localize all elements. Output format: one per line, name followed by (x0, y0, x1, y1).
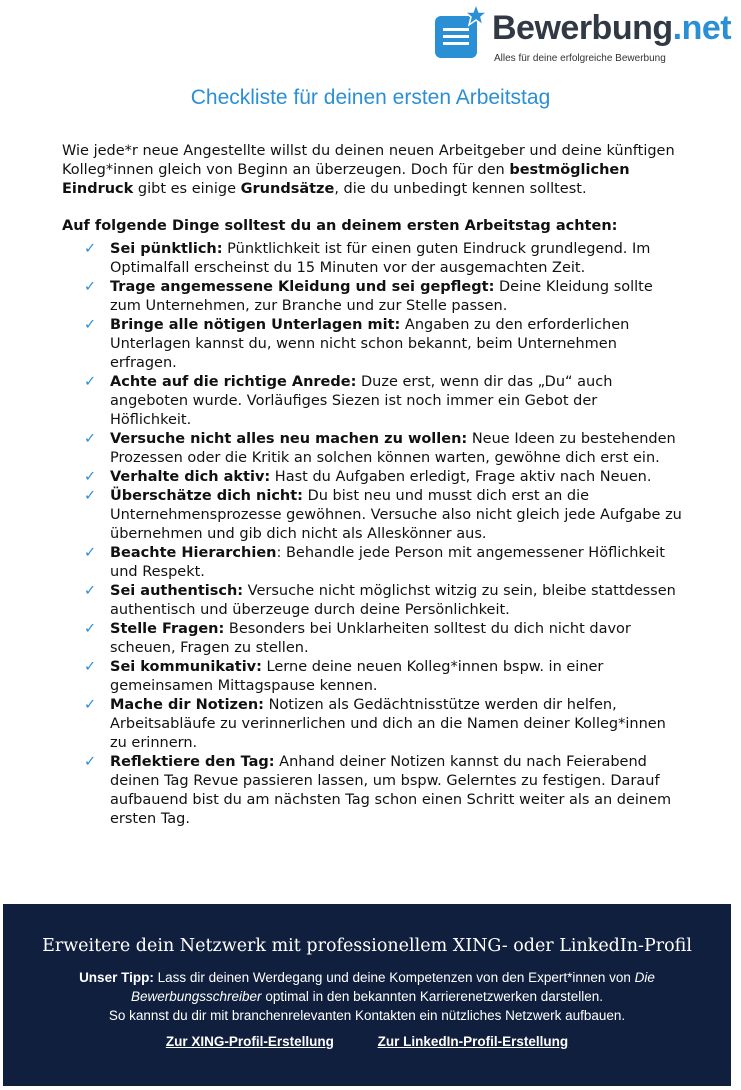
checklist (62, 240, 682, 829)
checklist-item-text: : Behandle jede Person mit angemessener Höflichkeit und Respekt. (110, 545, 665, 580)
checklist-item (84, 658, 682, 696)
intro-text-1: Wie jede*r neue Angestellte willst du deinen neuen Arbeitgeber und deine künftigen Kolleg*innen gleich von Beginn an überzeugen. Doch für den (62, 143, 675, 178)
main-content (62, 142, 682, 829)
checklist-item (84, 487, 682, 544)
checklist-item-title: Trage angemessene Kleidung und sei gepflegt: (110, 279, 495, 295)
check-icon: ✓ (84, 697, 97, 713)
checklist-item (84, 373, 682, 430)
checklist-item (84, 696, 682, 753)
checklist-item-text: Notizen als Gedächtnisstütze werden dir helfen, Arbeitsabläufe zu verinnerlichen und dich an die Namen deiner Kolleg*innen zu erinnern. (110, 697, 666, 751)
checklist-item-text: Du bist neu und musst dich erst an die Unternehmensprozesse gewöhnen. Versuche also nicht gleich jede Aufgabe zu übernehmen und gib dich nicht als Alleskönner aus. (110, 488, 682, 542)
banner-text (13, 968, 721, 1025)
checklist-item-title: Achte auf die richtige Anrede: (110, 374, 357, 390)
checklist-item-text: Anhand deiner Notizen kannst du nach Feierabend deinen Tag Revue passieren lassen, um bspw. Gelerntes zu festigen. Darauf aufbauend bist du am nächsten Tag schon einen Schritt weiter als an deinem ersten Tag. (110, 754, 672, 827)
check-icon: ✓ (84, 241, 97, 257)
check-icon: ✓ (84, 545, 97, 561)
checklist-item-title: Mache dir Notizen: (110, 697, 264, 713)
checklist-item-title: Sei kommunikativ: (110, 659, 262, 675)
intro-text-2: gibt es einige (133, 181, 241, 197)
check-icon: ✓ (84, 317, 97, 333)
checklist-item-text: Versuche nicht möglichst witzig zu sein, bleibe stattdessen authentisch und überzeuge durch deine Persönlichkeit. (110, 583, 676, 618)
checklist-item (84, 430, 682, 468)
checklist-item-text: Duze erst, wenn dir das „Du“ auch angeboten wurde. Vorläufiges Siezen ist noch immer ein Gebot der Höflichkeit. (110, 374, 613, 428)
banner-title: Erweitere dein Netzwerk mit professionellem XING- oder LinkedIn-Profil (42, 936, 692, 956)
checklist-item (84, 753, 682, 829)
page-title: Checkliste für deinen ersten Arbeitstag (190, 86, 551, 109)
brand-tagline: Alles für deine erfolgreiche Bewerbung (494, 53, 666, 64)
banner-links (3, 1034, 731, 1049)
checklist-item-title: Reflektiere den Tag: (110, 754, 275, 770)
check-icon: ✓ (84, 431, 97, 447)
checklist-heading: Auf folgende Dinge solltest du an deinem ersten Arbeitstag achten: (62, 218, 618, 234)
checklist-item-title: Stelle Fragen: (110, 621, 225, 637)
check-icon: ✓ (84, 469, 97, 485)
brand-logo[interactable] (432, 4, 737, 66)
check-icon: ✓ (84, 659, 97, 675)
checklist-item (84, 582, 682, 620)
check-icon: ✓ (84, 374, 97, 390)
checklist-item (84, 240, 682, 278)
tip-text-1: Lass dir deinen Werdegang und deine Kompetenzen von den Expert*innen von (153, 970, 635, 985)
check-icon: ✓ (84, 621, 97, 637)
checklist-item-title: Bringe alle nötigen Unterlagen mit: (110, 317, 401, 333)
checklist-item-text: Pünktlichkeit ist für einen guten Eindruck grundlegend. Im Optimalfall erscheinst du 15 Minuten vor der ausgemachten Zeit. (110, 241, 651, 276)
tip-line-2: So kannst du dir mit branchenrelevanten Kontakten ein nützliches Netzwerk aufbauen. (108, 1008, 626, 1023)
tip-label: Unser Tipp: (79, 970, 154, 985)
checklist-item-title: Verhalte dich aktiv: (110, 469, 271, 485)
checklist-item (84, 316, 682, 373)
checklist-item-title: Sei authentisch: (110, 583, 244, 599)
checklist-item-text: Angaben zu den erforderlichen Unterlagen kannst du, wenn nicht schon bekannt, beim Unternehmen erfragen. (110, 317, 630, 371)
checklist-item-text: Neue Ideen zu bestehenden Prozessen oder die Kritik an solchen können warten, gewöhne dich erst ein. (110, 431, 676, 466)
checklist-item (84, 468, 682, 487)
checklist-item-text: Deine Kleidung sollte zum Unternehmen, zur Branche und zur Stelle passen. (110, 279, 653, 314)
intro-paragraph (62, 142, 682, 199)
tip-text-2: optimal in den bekannten Karrierenetzwerken darstellen. (261, 989, 604, 1004)
checklist-item (84, 544, 682, 582)
linkedin-profile-link[interactable]: Zur LinkedIn-Profil-Erstellung (377, 1034, 569, 1049)
checklist-item-title: Sei pünktlich: (110, 241, 223, 257)
checklist-item-title: Versuche nicht alles neu machen zu wollen: (110, 431, 468, 447)
xing-profile-link[interactable]: Zur XING-Profil-Erstellung (165, 1034, 334, 1049)
check-icon: ✓ (84, 754, 97, 770)
intro-bold-2: Grundsätze (240, 181, 335, 197)
brand-name-main: Bewerbung (492, 9, 673, 47)
check-icon: ✓ (84, 279, 97, 295)
checklist-item (84, 620, 682, 658)
document-star-icon (432, 4, 488, 60)
checklist-item (84, 278, 682, 316)
tip-italic: Die Bewerbungsschreiber (130, 970, 655, 1004)
checklist-item-text: Hast du Aufgaben erledigt, Frage aktiv nach Neuen. (270, 469, 652, 485)
brand-name-tld: .net (672, 9, 732, 47)
intro-bold-1: bestmöglichen Eindruck (62, 162, 630, 197)
check-icon: ✓ (84, 488, 97, 504)
checklist-item-text: Besonders bei Unklarheiten solltest du dich nicht davor scheuen, Fragen zu stellen. (110, 621, 631, 656)
checklist-item-text: Lerne deine neuen Kolleg*innen bspw. in einer gemeinsamen Mittagspause kennen. (110, 659, 604, 694)
promo-banner (3, 904, 731, 1086)
check-icon: ✓ (84, 583, 97, 599)
intro-text-3: , die du unbedingt kennen solltest. (334, 181, 587, 197)
checklist-item-title: Beachte Hierarchien (110, 545, 277, 561)
checklist-item-title: Überschätze dich nicht: (110, 488, 303, 504)
brand-name (492, 6, 731, 50)
